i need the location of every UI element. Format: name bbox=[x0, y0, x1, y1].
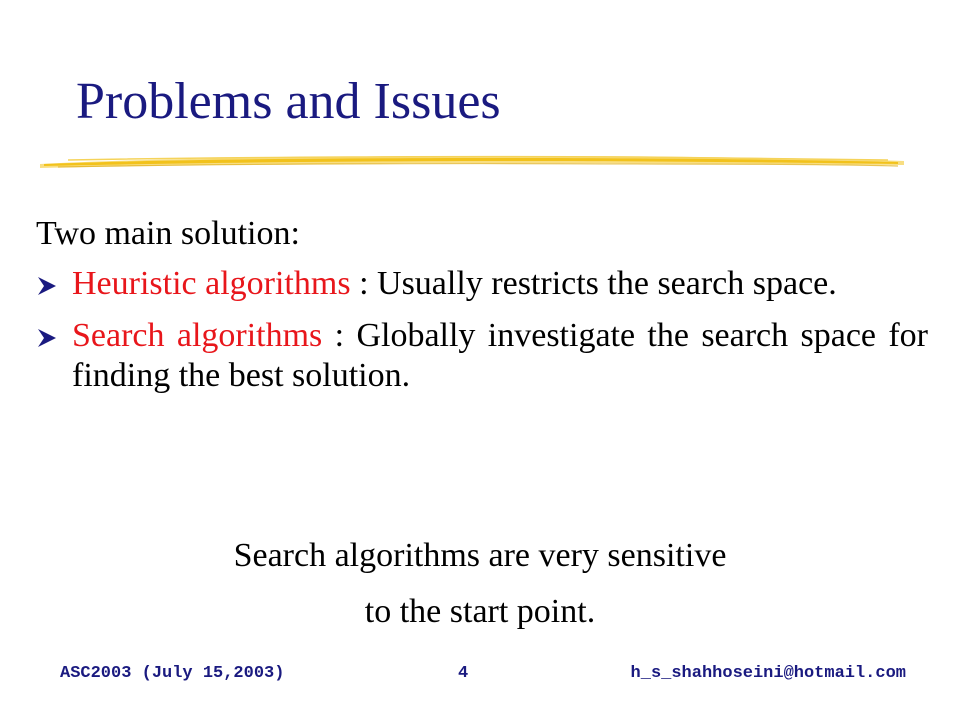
bullet-term: Search algorithms bbox=[72, 317, 323, 354]
footer-conference: ASC2003 (July 15,2003) bbox=[60, 664, 285, 683]
intro-text: Two main solution: bbox=[36, 215, 300, 252]
bullet-text: : Usually restricts the search space. bbox=[350, 265, 837, 302]
arrow-right-icon bbox=[36, 275, 58, 297]
bullet-heuristic bbox=[36, 264, 928, 304]
bullet-text: : Globally investigate the search space for finding the best solution. bbox=[72, 317, 929, 394]
note-line-1: Search algorithms are very sensitive bbox=[233, 537, 727, 574]
note-line-2: to the start point. bbox=[364, 593, 596, 630]
slide-body bbox=[36, 214, 928, 408]
footer-page-number: 4 bbox=[458, 664, 469, 683]
bullet-term: Heuristic algorithms bbox=[72, 265, 351, 302]
page-title: Problems and Issues bbox=[76, 73, 501, 130]
bullet-search bbox=[36, 316, 928, 396]
title-underline bbox=[38, 150, 906, 174]
arrow-right-icon bbox=[36, 327, 58, 349]
footer-email: h_s_shahhoseini@hotmail.com bbox=[630, 664, 906, 683]
